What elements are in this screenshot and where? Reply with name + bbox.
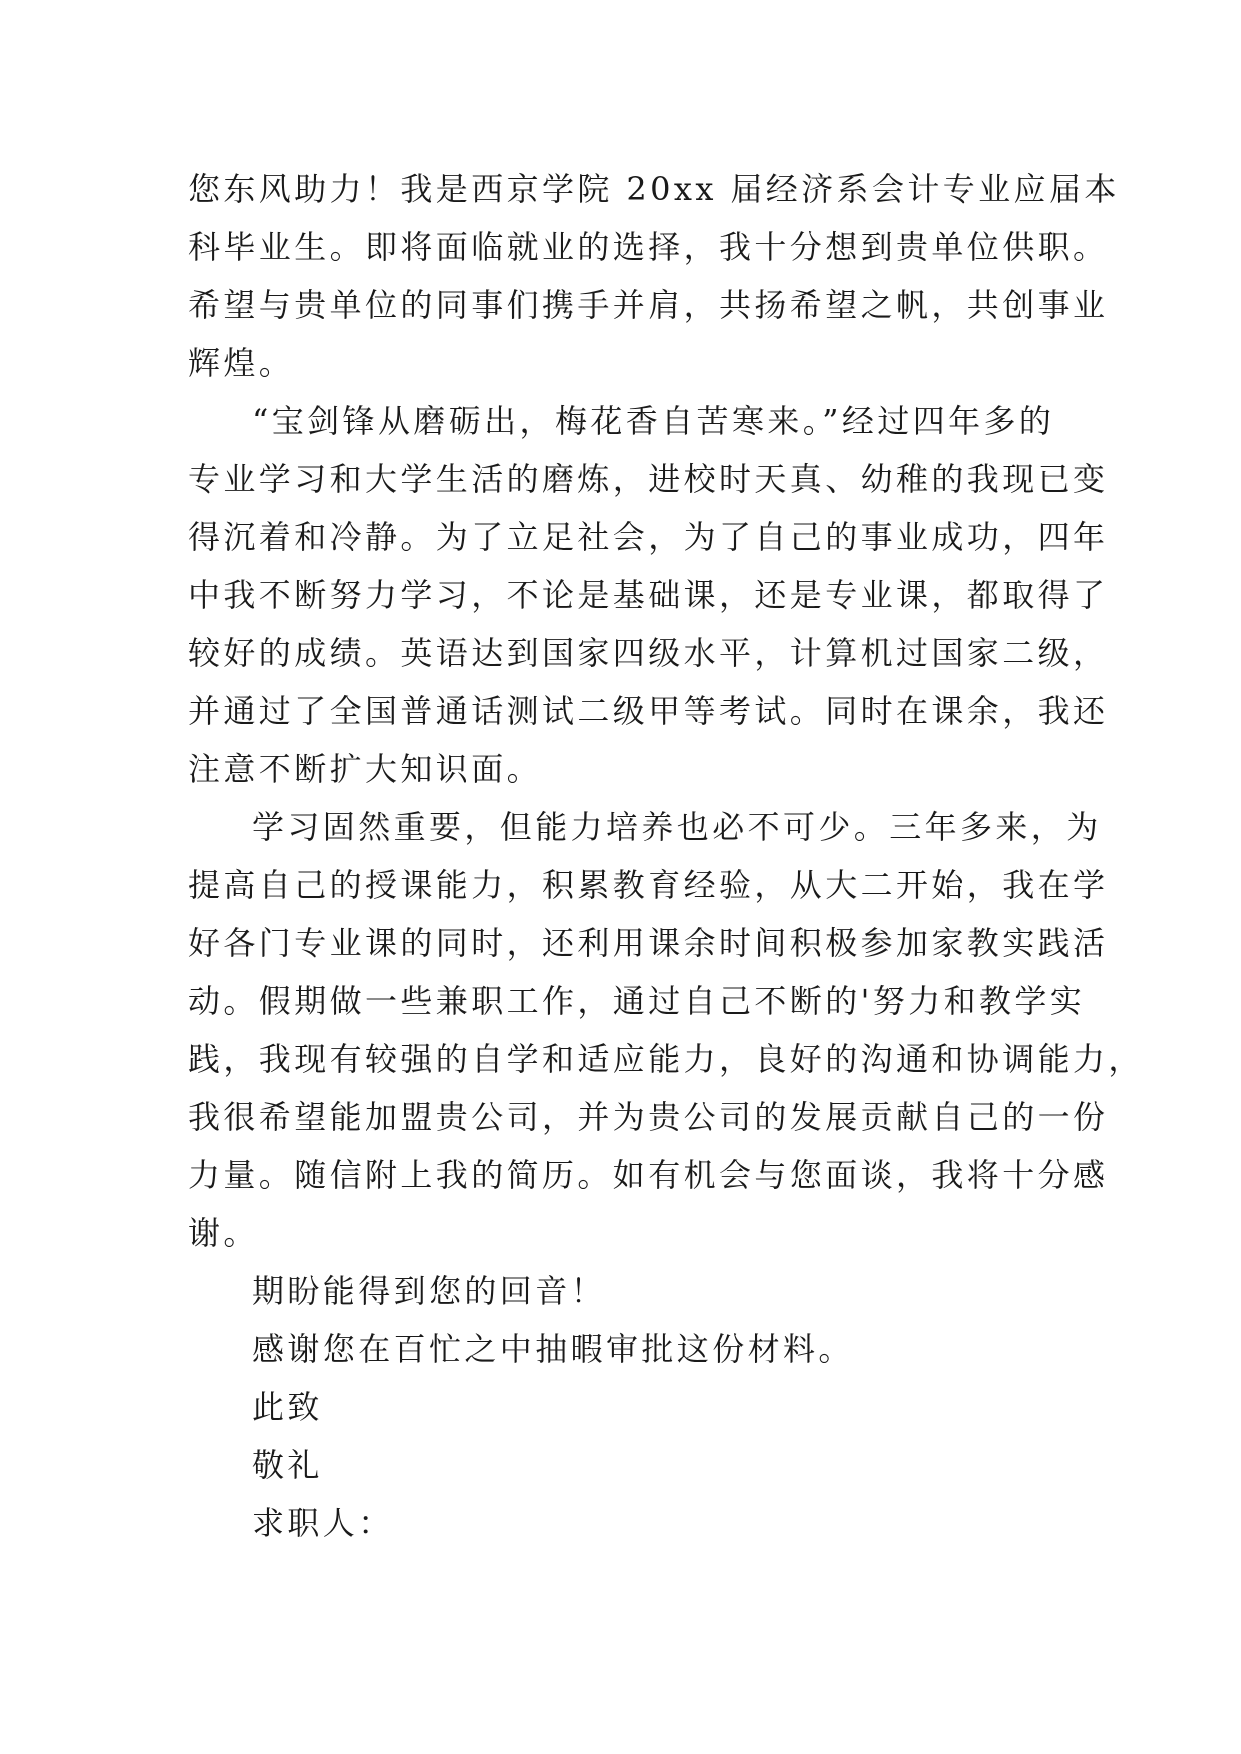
paragraph-first-line: “宝剑锋从磨砺出，梅花香自苦寒来。”经过四年多的 <box>252 402 1055 440</box>
text-line: 并通过了全国普通话测试二级甲等考试。同时在课余，我还 <box>188 692 1109 730</box>
salutation-line: 此致 <box>252 1388 323 1426</box>
closing-line: 期盼能得到您的回音！ <box>252 1272 607 1310</box>
text-line: 专业学习和大学生活的磨炼，进校时天真、幼稚的我现已变 <box>188 460 1109 498</box>
salutation-line: 敬礼 <box>252 1446 323 1484</box>
text-line: 好各门专业课的同时，还利用课余时间积极参加家教实践活 <box>188 924 1109 962</box>
paragraph-first-line: 学习固然重要，但能力培养也必不可少。三年多来，为 <box>252 808 1102 846</box>
text-line: 科毕业生。即将面临就业的选择，我十分想到贵单位供职。 <box>188 228 1109 266</box>
text-line: 较好的成绩。英语达到国家四级水平，计算机过国家二级， <box>188 634 1109 672</box>
text-line: 您东风助力！我是西京学院 20xx 届经济系会计专业应届本 <box>188 170 1120 208</box>
text-line: 践，我现有较强的自学和适应能力，良好的沟通和协调能力， <box>188 1040 1144 1078</box>
text-line: 力量。随信附上我的简历。如有机会与您面谈，我将十分感 <box>188 1156 1109 1194</box>
text-line: 提高自己的授课能力，积累教育经验，从大二开始，我在学 <box>188 866 1109 904</box>
text-line: 动。假期做一些兼职工作，通过自己不断的'努力和教学实 <box>188 982 1086 1020</box>
text-line: 希望与贵单位的同事们携手并肩，共扬希望之帆，共创事业 <box>188 286 1109 324</box>
text-line: 注意不断扩大知识面。 <box>188 750 543 788</box>
closing-line: 感谢您在百忙之中抽暇审批这份材料。 <box>252 1330 854 1368</box>
letter-body <box>188 160 1144 1552</box>
text-line: 我很希望能加盟贵公司，并为贵公司的发展贡献自己的一份 <box>188 1098 1109 1136</box>
text-line: 得沉着和冷静。为了立足社会，为了自己的事业成功，四年 <box>188 518 1109 556</box>
text-line: 辉煌。 <box>188 344 295 382</box>
signature-line: 求职人： <box>252 1504 394 1542</box>
text-line: 中我不断努力学习，不论是基础课，还是专业课，都取得了 <box>188 576 1109 614</box>
text-line: 谢。 <box>188 1214 259 1252</box>
